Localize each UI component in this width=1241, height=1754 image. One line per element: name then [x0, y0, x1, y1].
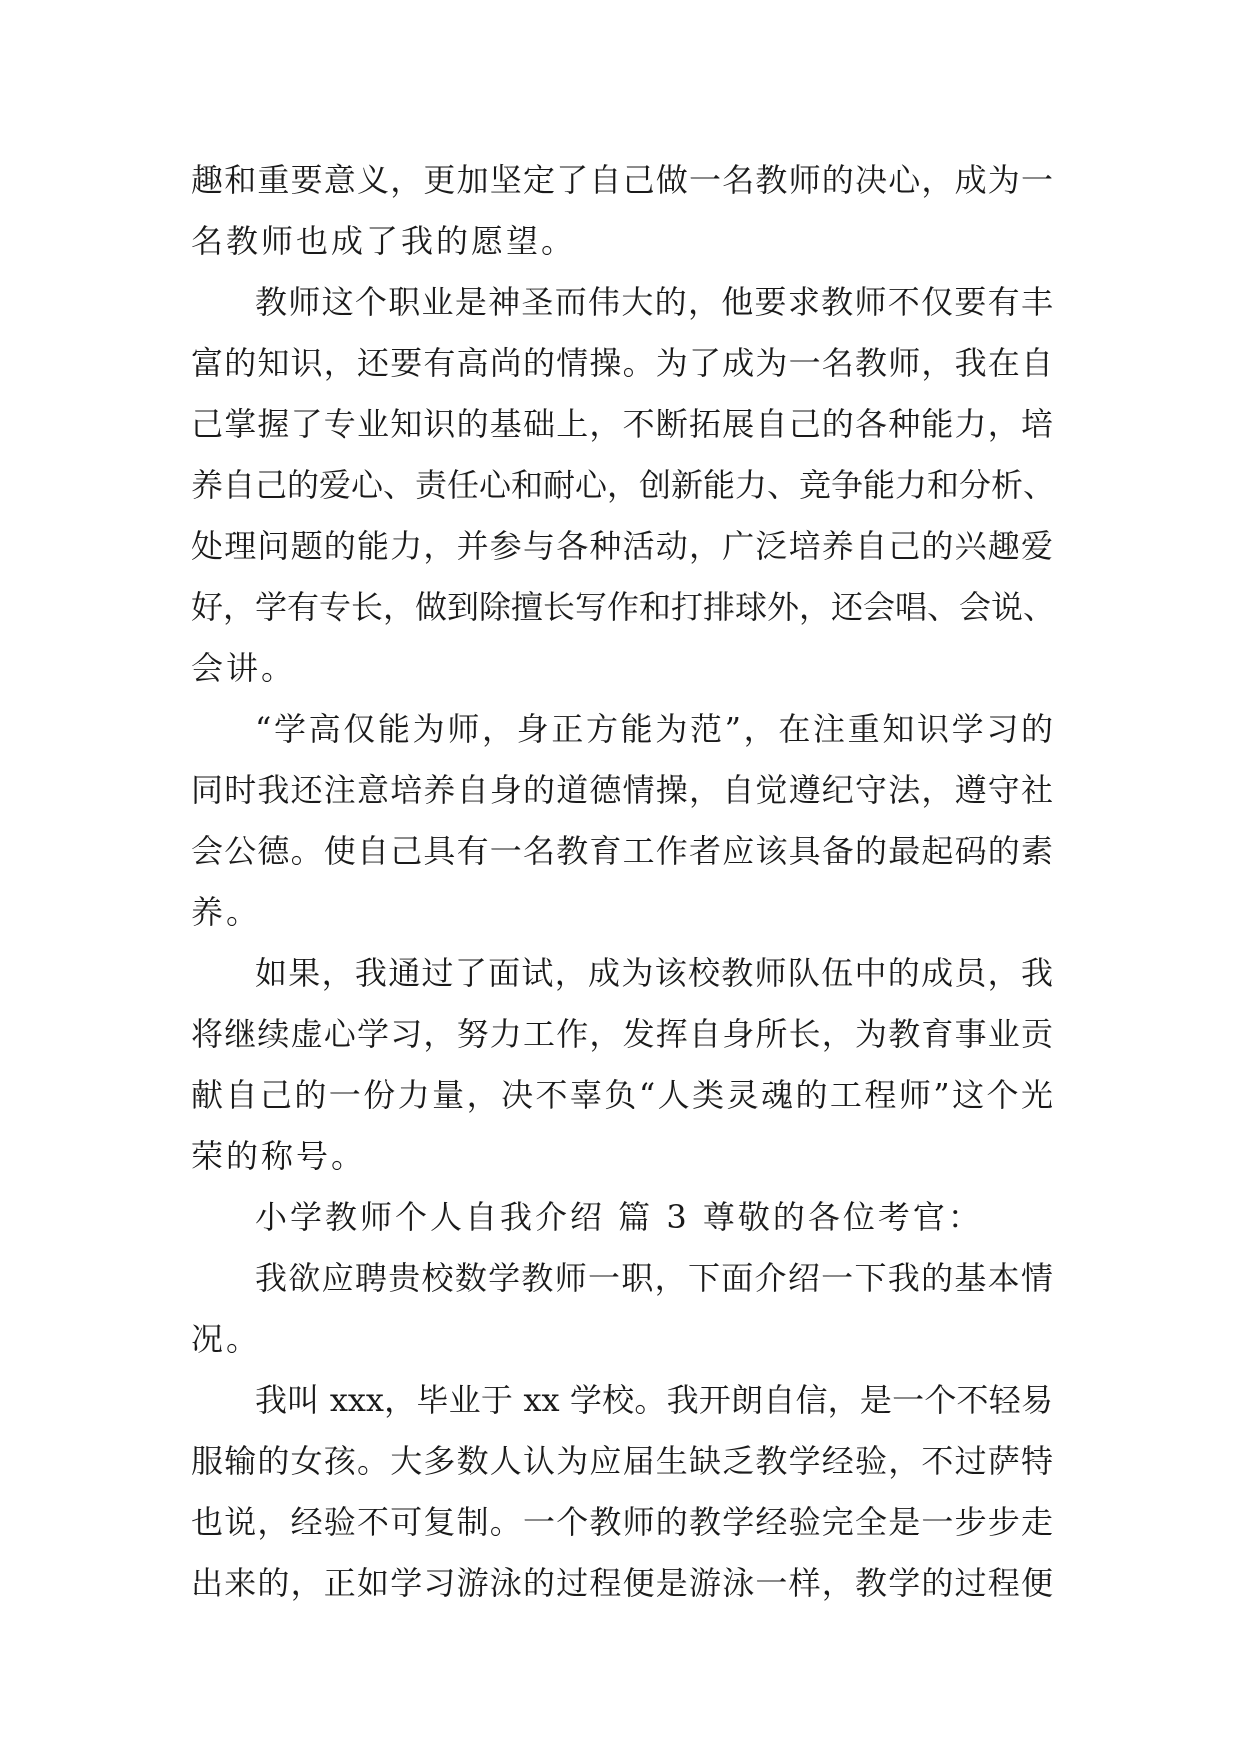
text-line: 也说，经验不可复制。一个教师的教学经验完全是一步步走: [191, 1503, 1053, 1541]
section-heading: 小学教师个人自我介绍 篇 3 尊敬的各位考官：: [255, 1198, 983, 1236]
text-line: 好，学有专长，做到除擅长写作和打排球外，还会唱、会说、: [191, 588, 1056, 626]
text-line: 荣的称号。: [191, 1137, 367, 1175]
text-line: 献自己的一份力量，决不辜负“人类灵魂的工程师”这个光: [191, 1076, 1053, 1114]
document-body: [191, 150, 1056, 1614]
text-line: 富的知识，还要有高尚的情操。为了成为一名教师，我在自: [191, 344, 1053, 382]
text-line: 教师这个职业是神圣而伟大的，他要求教师不仅要有丰: [255, 283, 1053, 321]
text-line: 将继续虚心学习，努力工作，发挥自身所长，为教育事业贡: [191, 1015, 1053, 1053]
text-line: 况。: [191, 1320, 262, 1358]
text-line: 如果，我通过了面试，成为该校教师队伍中的成员，我: [255, 954, 1053, 992]
text-line: 同时我还注意培养自身的道德情操，自觉遵纪守法，遵守社: [191, 771, 1053, 809]
text-line: 己掌握了专业知识的基础上，不断拓展自己的各种能力，培: [191, 405, 1053, 443]
text-line: 服输的女孩。大多数人认为应届生缺乏教学经验，不过萨特: [191, 1442, 1053, 1480]
text-line: 名教师也成了我的愿望。: [191, 222, 577, 260]
text-line: 会公德。使自己具有一名教育工作者应该具备的最起码的素: [191, 832, 1053, 870]
text-line: 会讲。: [191, 649, 297, 687]
text-line: 我欲应聘贵校数学教师一职，下面介绍一下我的基本情: [255, 1259, 1053, 1297]
text-line: 养。: [191, 893, 262, 931]
text-line: 我叫 xxx，毕业于 xx 学校。我开朗自信，是一个不轻易: [255, 1381, 1053, 1419]
text-line: 出来的，正如学习游泳的过程便是游泳一样，教学的过程便: [191, 1564, 1053, 1602]
text-line: “学高仅能为师，身正方能为范”，在注重知识学习的: [255, 710, 1053, 748]
text-line: 处理问题的能力，并参与各种活动，广泛培养自己的兴趣爱: [191, 527, 1053, 565]
text-line: 趣和重要意义，更加坚定了自己做一名教师的决心，成为一: [191, 161, 1053, 199]
text-line: 养自己的爱心、责任心和耐心，创新能力、竞争能力和分析、: [191, 466, 1056, 504]
